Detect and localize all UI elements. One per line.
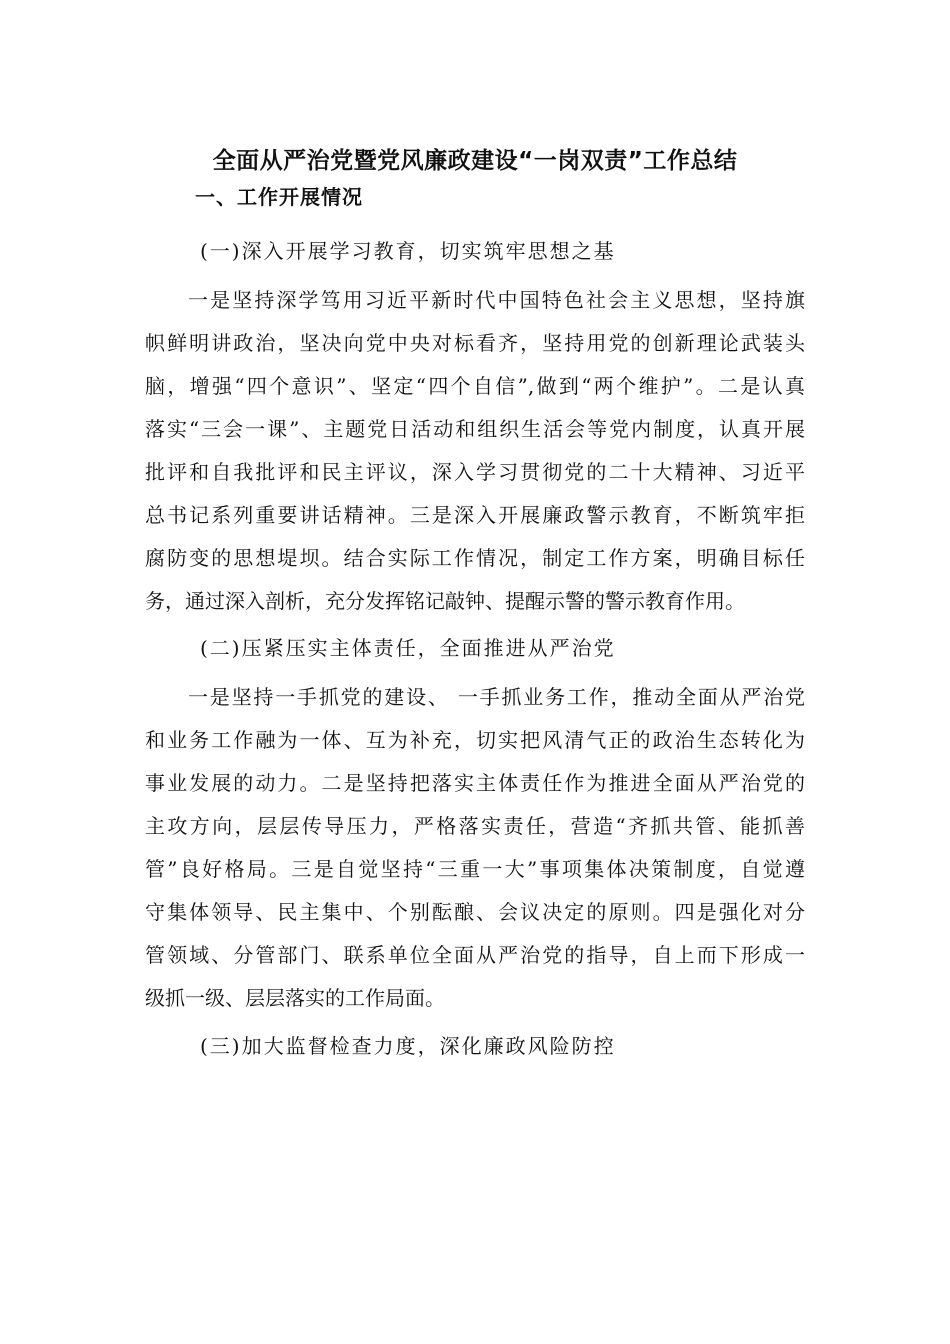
paragraph-line: 帜鲜明讲政治，坚决向党中央对标看齐，坚持用党的创新理论武装头 [145,331,805,355]
section-heading-1: 一、工作开展情况 [195,185,363,209]
paragraph-1 [145,279,805,623]
paragraph-line: 务，通过深入剖析，充分发挥铭记敲钟、提醒示警的警示教育作用。 [145,589,745,613]
paragraph-line: 和业务工作融为一体、互为补充，切实把风清气正的政治生态转化为 [145,728,805,752]
paragraph-line: 批评和自我批评和民主评议，深入学习贯彻党的二十大精神、习近平 [145,460,805,484]
paragraph-2 [145,676,805,1020]
subsection-heading-3: (三)加大监督检查力度，深化廉政风险防控 [200,1034,616,1058]
paragraph-line: 级抓一级、层层落实的工作局面。 [145,986,445,1010]
paragraph-line: 落实“三会一课”、主题党日活动和组织生活会等党内制度，认真开展 [145,417,805,441]
paragraph-line: 腐防变的思想堤坝。结合实际工作情况，制定工作方案，明确目标任 [145,546,805,570]
document-title: 全面从严治党暨党风廉政建设“一岗双责”工作总结 [212,148,738,174]
paragraph-line: 一是坚持深学笃用习近平新时代中国特色社会主义思想，坚持旗 [188,288,805,312]
subsection-heading-2: (二)压紧压实主体责任，全面推进从严治党 [200,636,616,660]
paragraph-line: 事业发展的动力。二是坚持把落实主体责任作为推进全面从严治党的 [145,771,805,795]
paragraph-line: 总书记系列重要讲话精神。三是深入开展廉政警示教育，不断筑牢拒 [145,503,805,527]
paragraph-line: 管”良好格局。三是自觉坚持“三重一大”事项集体决策制度，自觉遵 [145,857,805,881]
paragraph-line: 守集体领导、民主集中、个别酝酿、会议决定的原则。四是强化对分 [145,900,805,924]
subsection-heading-1: (一)深入开展学习教育，切实筑牢思想之基 [200,239,616,263]
paragraph-line: 脑，增强“四个意识”、坚定“四个自信”,做到“两个维护”。二是认真 [145,374,805,398]
paragraph-line: 管领域、分管部门、联系单位全面从严治党的指导，自上而下形成一 [145,943,805,967]
paragraph-line: 主攻方向，层层传导压力，严格落实责任，营造“齐抓共管、能抓善 [145,814,805,838]
paragraph-line: 一是坚持一手抓党的建设、 一手抓业务工作，推动全面从严治党 [188,685,805,709]
